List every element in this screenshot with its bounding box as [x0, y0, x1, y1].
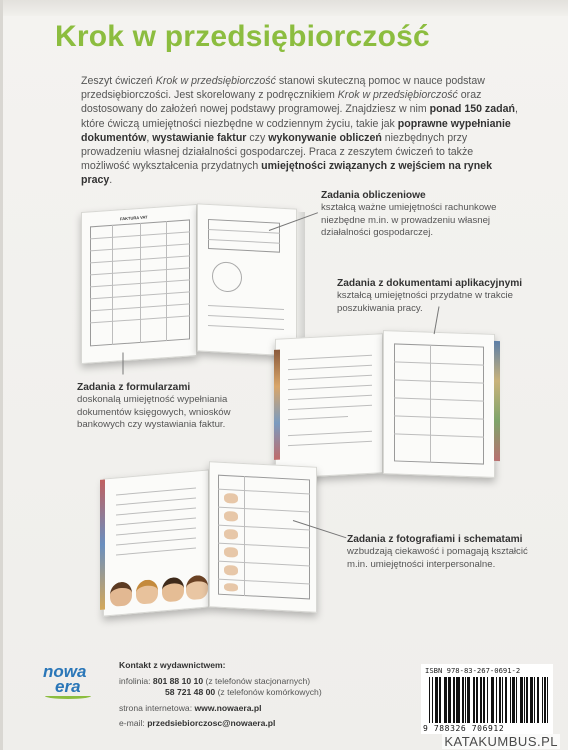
page-title: Krok w przedsiębiorczość: [55, 20, 430, 53]
callout-application-tasks: Zadania z dokumentami aplikacyjnymi kształcą umiejętności przydatne w trakcie poszukiwania pracy.: [337, 278, 523, 314]
book-forms-right-page: [197, 203, 297, 356]
phone-mobile[interactable]: 58 721 48 00: [165, 687, 216, 698]
email-link[interactable]: przedsiebiorczosc@nowaera.pl: [147, 718, 276, 729]
face-photo-1: [110, 581, 132, 607]
face-photo-3: [162, 577, 184, 603]
callout-form-tasks: Zadania z formularzami doskonalą umiejętność wypełniania dokumentów księgowych, wniosków bankowych czy wystawiania faktur.: [77, 382, 231, 431]
callout-line-forms: [123, 353, 124, 375]
face-photo-4: [186, 574, 208, 600]
logo-swoosh-icon: [45, 693, 91, 699]
invoice-header: FAKTURA VAT: [120, 214, 148, 222]
ean-number: 9 788326 706912: [423, 724, 505, 733]
top-band: [3, 0, 568, 16]
intro-paragraph: Zeszyt ćwiczeń Krok w przedsiębiorczość stanowi skuteczną pomoc w nauce podstaw przedsiębiorczości. Jest skorelowany z podręcznikiem Krok w przedsiębiorczość oraz dostosowany do założeń nowej podstawy programowej. Znajdziesz w nim ponad 150 zadań, które ćwiczą umiejętności niezbędne w codziennym życiu, takie jak poprawne wypełnianie dokumentów, wystawianie faktur czy wykonywanie obliczeń niezbędnych przy prowadzeniu własnej działalności gospodarczej. Praca z zeszytem ćwiczeń to także możliwość wykształcenia przydatnych umiejętności związanych z wejściem na rynek pracy.: [81, 75, 518, 187]
book-photos-right-page: [209, 461, 317, 613]
website-link[interactable]: www.nowaera.pl: [194, 702, 262, 713]
book-photos-left-page: [103, 469, 209, 616]
callout-photo-tasks: Zadania z fotografiami i schematami wzbudzają ciekawość i pomagają kształcić m.in. umiejętności interpersonalne.: [347, 534, 528, 570]
barcode: [429, 677, 549, 723]
publisher-contact: Kontakt z wydawnictwem: infolinia: 801 88 10 10 (z telefonów stacjonarnych) 58 721 48 00 (z telefonów komórkowych) strona internetowa: www.nowaera.pl e-mail: przedsiebiorczosc@nowaera.pl: [119, 660, 322, 729]
book-forms-left-page: [81, 204, 197, 364]
callout-calculation-tasks: Zadania obliczeniowe kształcą ważne umiejętności rachunkowe niezbędne m.in. w prowadzeniu własnej działalności gospodarczej.: [321, 190, 497, 239]
phone-landline[interactable]: 801 88 10 10: [152, 675, 204, 686]
nowa-era-logo: nowa era: [43, 662, 105, 700]
book-applications-right-page: [383, 330, 495, 478]
watermark: KATAKUMBUS.PL: [444, 734, 558, 749]
book-applications-left-page: [275, 333, 383, 479]
face-photo-2: [136, 579, 158, 605]
isbn-label: ISBN 978-83-267-0691-2: [425, 666, 521, 675]
